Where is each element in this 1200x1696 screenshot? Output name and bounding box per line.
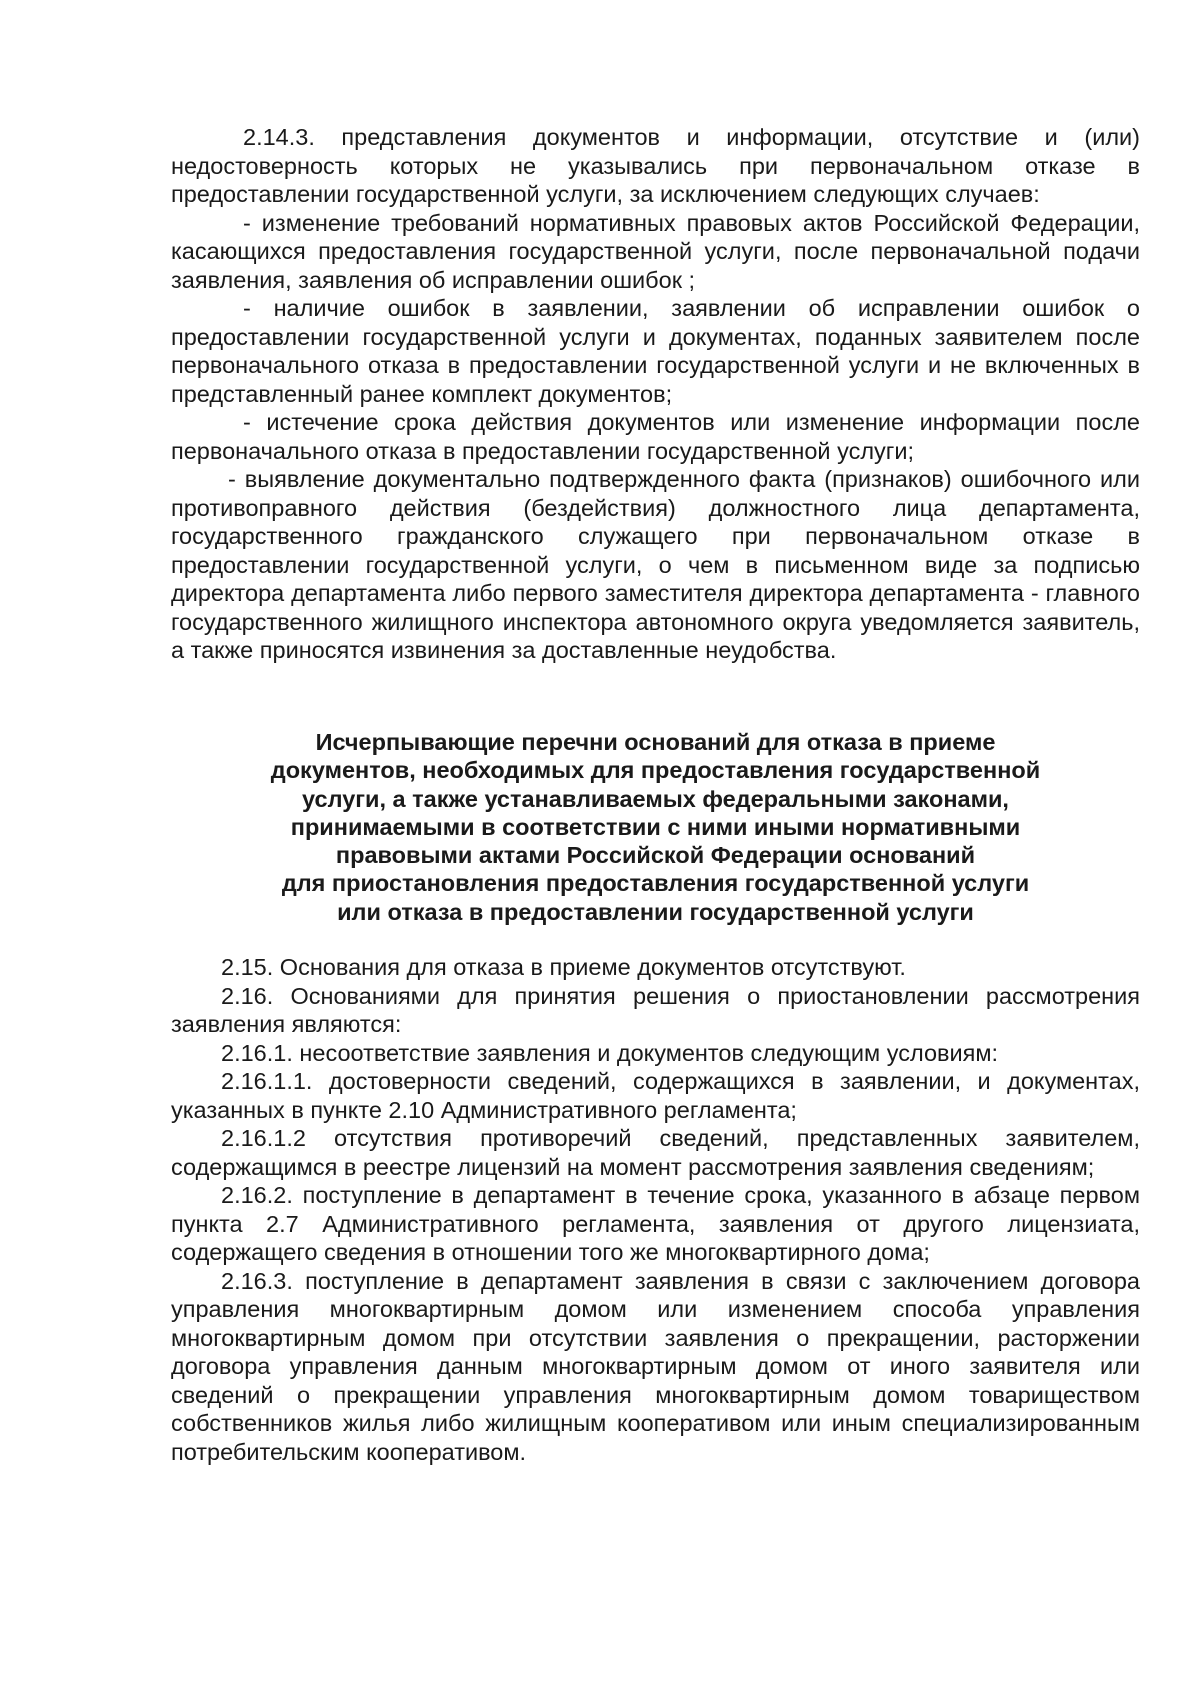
list-item-documents-expired: - истечение срока действия документов или изменение информации после первоначального отказа в предоставлении государственной услуги; — [171, 409, 1140, 464]
paragraph-2-16: 2.16. Основаниями для принятия решения о приостановлении рассмотрения заявления являются: — [171, 982, 1140, 1037]
paragraph-2-16-1: 2.16.1. несоответствие заявления и документов следующим условиям: — [221, 1039, 999, 1066]
list-item-errors-in-application: - наличие ошибок в заявлении, заявлении об исправлении ошибок о предоставлении государственной услуги и документах, поданных заявителем после первоначального отказа в предоставлении государственной услуги и не включенных в представленный ранее комплект документов; — [171, 295, 1140, 407]
heading-line: услуги, а также устанавливаемых федеральными законами, — [302, 785, 1009, 812]
paragraph-2-14-3: 2.14.3. представления документов и информации, отсутствие и (или) недостоверность которых не указывались при первоначальном отказе в предоставлении государственной услуги, за исключением следующих случаев: — [171, 124, 1140, 207]
top-text-section — [171, 123, 1140, 665]
heading-line: или отказа в предоставлении государственной услуги — [337, 898, 974, 925]
heading-line: принимаемыми в соответствии с ними иными нормативными — [290, 813, 1021, 840]
heading-line: документов, необходимых для предоставления государственной — [270, 757, 1041, 784]
list-item-requirements-change: - изменение требований нормативных правовых актов Российской Федерации, касающихся предоставления государственной услуги, после первоначальной подачи заявления, заявления об исправлении ошибок ; — [171, 209, 1140, 293]
list-item-wrongful-action: - выявление документально подтвержденного факта (признаков) ошибочного или противоправного действия (бездействия) должностного лица департамента, государственного гражданского служащего при первоначальном отказе в предоставлении государственной услуги, о чем в письменном виде за подписью директора департамента либо первого заместителя директора департамента - главного государственного жилищного инспектора автономного округа уведомляется заявитель, а также приносятся извинения за доставленные неудобства. — [171, 466, 1140, 663]
section-heading — [171, 728, 1140, 926]
heading-line: для приостановления предоставления государственной услуги — [281, 870, 1030, 897]
paragraph-2-16-2: 2.16.2. поступление в департамент в течение срока, указанного в абзаце первом пункта 2.7 Административного регламента, заявления от другого лицензиата, содержащего сведения в отношении того же многоквартирного дома; — [171, 1182, 1140, 1265]
paragraph-2-16-3: 2.16.3. поступление в департамент заявления в связи с заключением договора управления многоквартирным домом или изменением способа управления многоквартирным домом при отсутствии заявления о прекращении, расторжении договора управления данным многоквартирным домом от иного заявителя или сведений о прекращении управления многоквартирным домом товариществом собственников жилья либо жилищным кооперативом или иным специализированным потребительским кооперативом. — [171, 1267, 1140, 1465]
paragraph-2-16-1-1: 2.16.1.1. достоверности сведений, содержащихся в заявлении, и документах, указанных в пункте 2.10 Административного регламента; — [171, 1068, 1140, 1123]
paragraph-2-16-1-2: 2.16.1.2 отсутствия противоречий сведений, представленных заявителем, содержащимся в реестре лицензий на момент рассмотрения заявления сведениям; — [171, 1125, 1140, 1180]
heading-line: правовыми актами Российской Федерации оснований — [335, 842, 976, 869]
heading-line: Исчерпывающие перечни оснований для отказа в приеме — [315, 729, 996, 755]
bottom-text-section — [171, 953, 1140, 1466]
paragraph-2-15: 2.15. Основания для отказа в приеме документов отсутствуют. — [221, 954, 906, 980]
